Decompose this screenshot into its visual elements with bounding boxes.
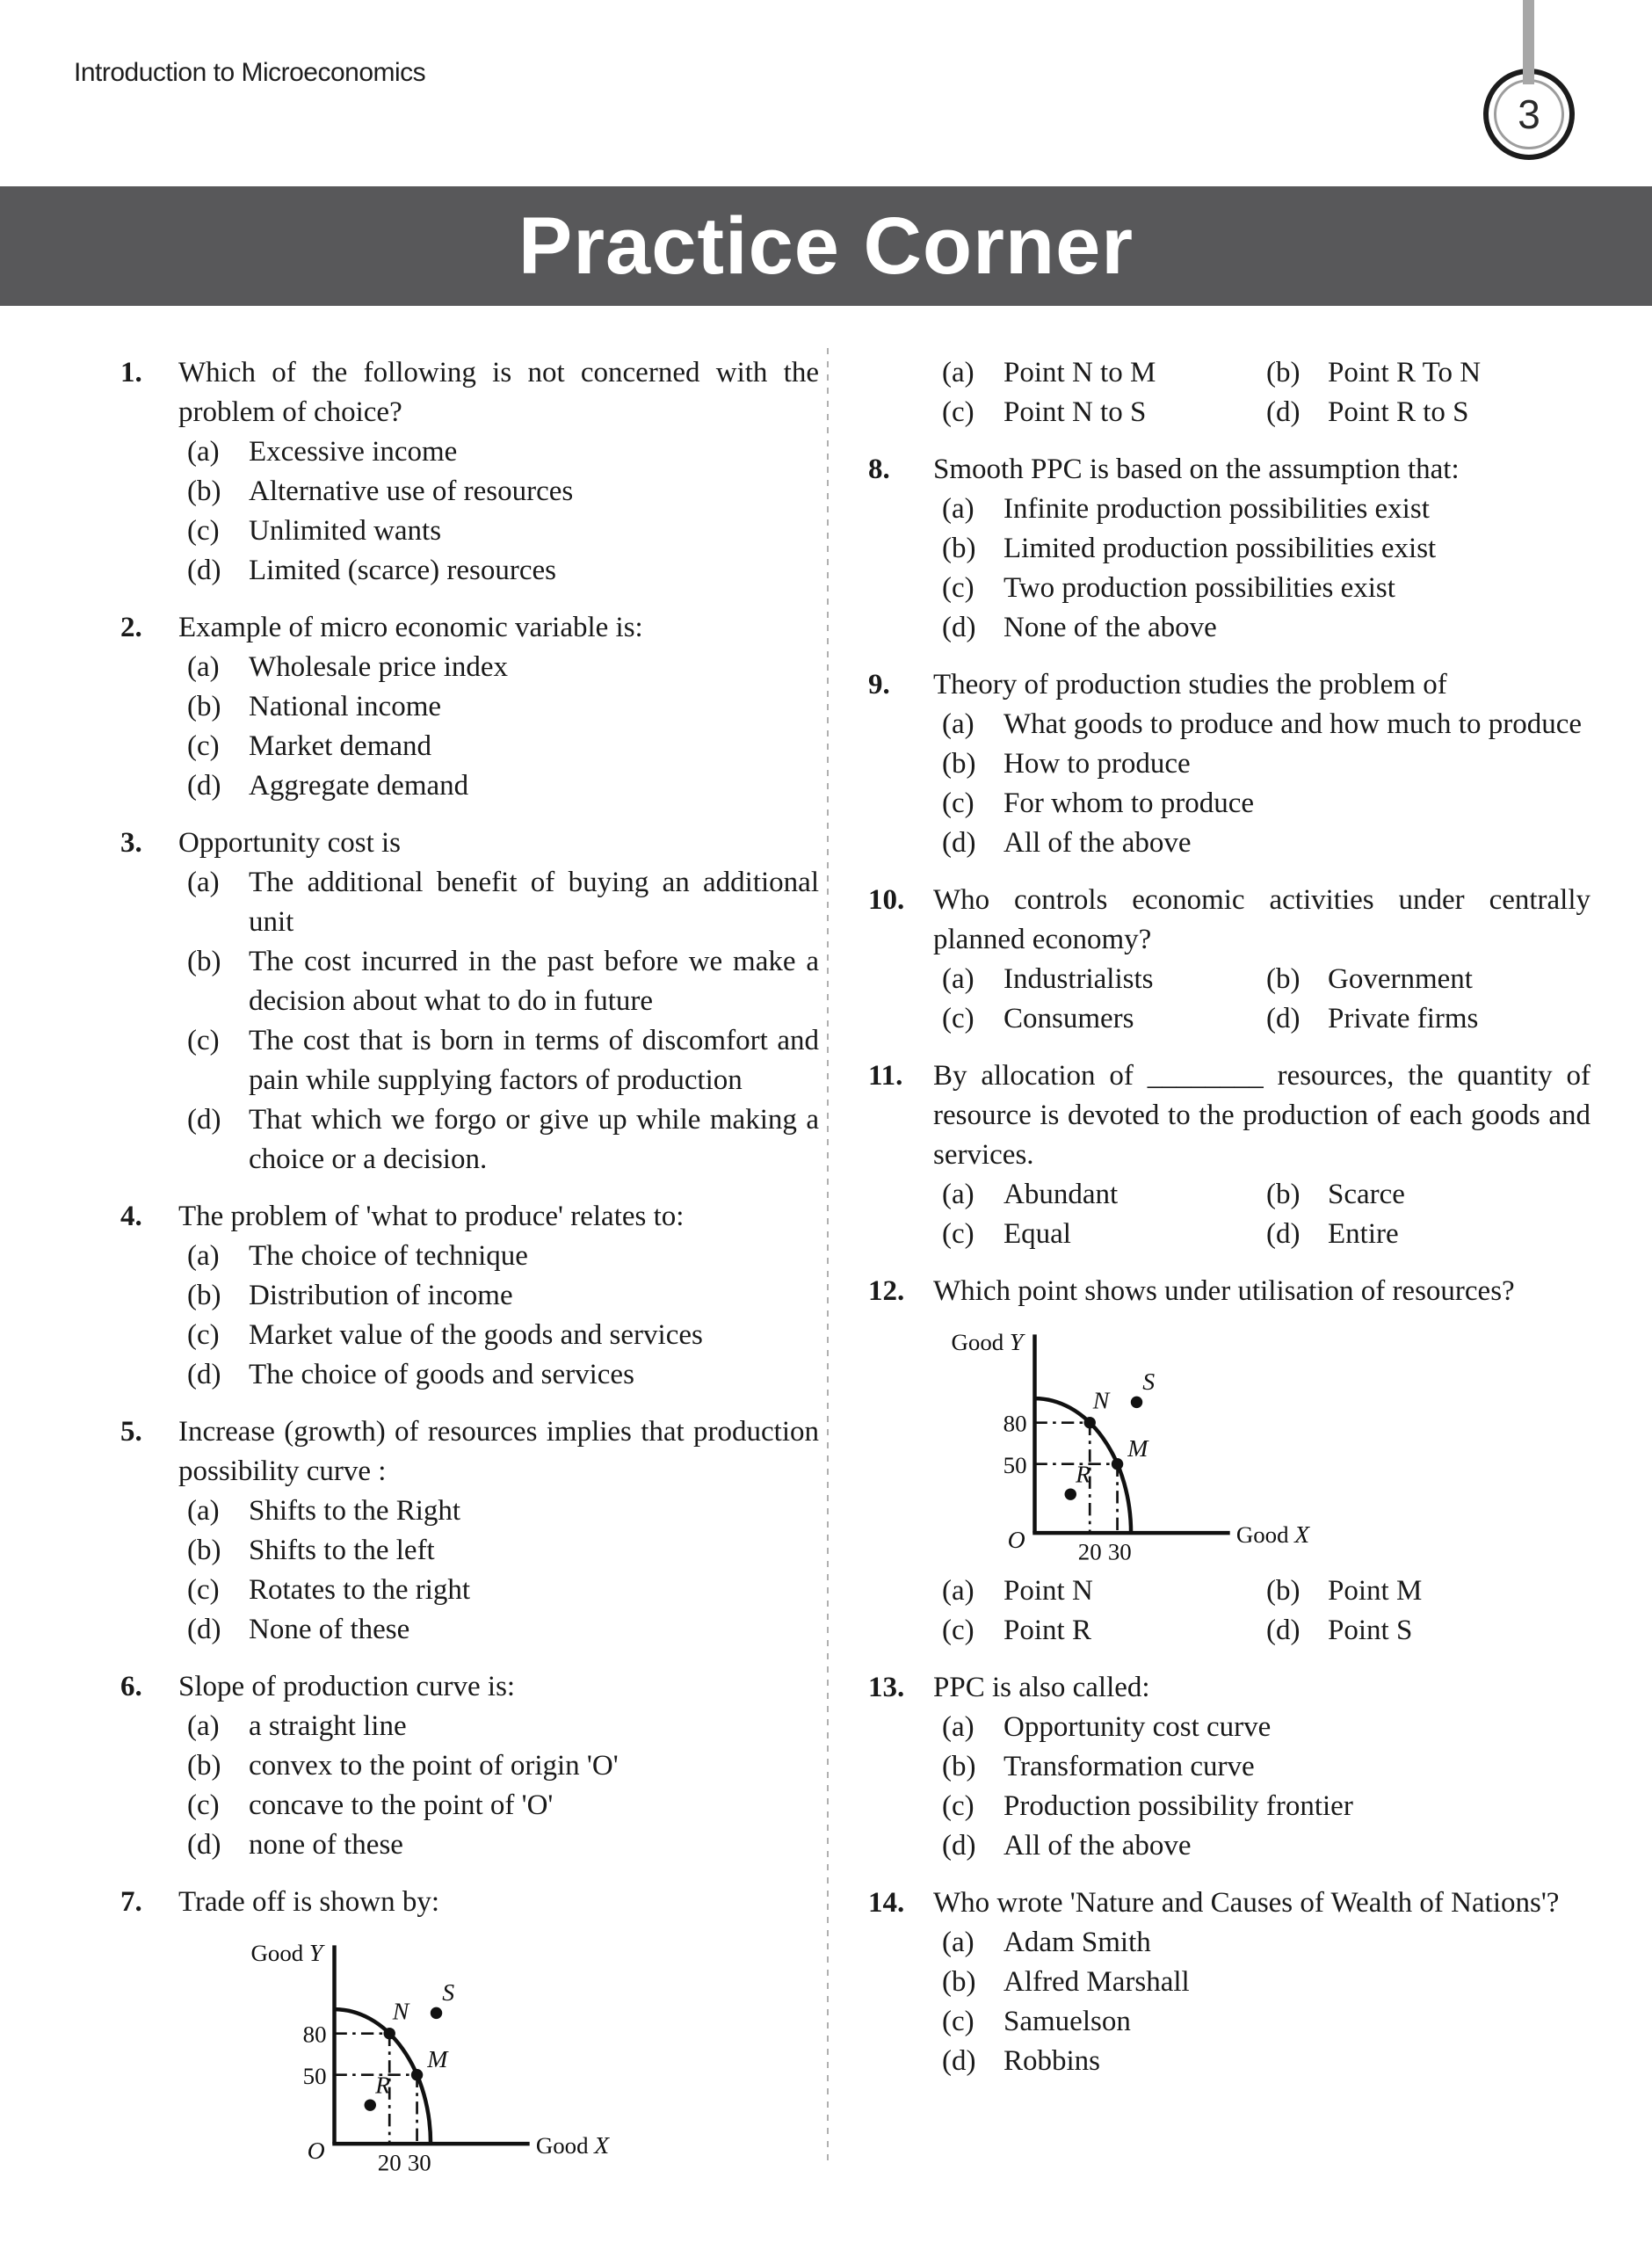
option (942, 1747, 1590, 1787)
option (942, 1963, 1590, 2002)
option-text: All of the above (1004, 1829, 1192, 1862)
option (942, 1215, 1266, 1254)
option-label: (d) (187, 1614, 221, 1645)
option-text: convex to the point of origin 'O' (249, 1750, 619, 1782)
option-label: (b) (187, 475, 221, 507)
question-block (868, 1272, 1590, 1651)
option (187, 1355, 819, 1395)
option-text: Robbins (1004, 2044, 1101, 2077)
option-label: (a) (942, 708, 975, 740)
options (942, 960, 1590, 1039)
y-axis-title: Good (250, 1940, 304, 1967)
question-block (120, 1883, 819, 2182)
option-label: (c) (942, 1614, 975, 1646)
question-text: By allocation of ________ resources, the quantity of resource is devoted to the production of each goods and services. (933, 1060, 1590, 1171)
question-number: 14. (868, 1886, 905, 1919)
option-label: (b) (942, 748, 976, 780)
option-label: (a) (942, 963, 975, 995)
option-label: (b) (942, 533, 976, 564)
option-label: (a) (187, 867, 220, 898)
options (187, 863, 819, 1179)
option-label: (b) (187, 946, 221, 977)
option-label: (d) (942, 2044, 976, 2077)
option-label: (b) (187, 1280, 221, 1311)
option-text: Alfred Marshall (1004, 1965, 1190, 1998)
option-text: Two production possibilities exist (1004, 572, 1395, 604)
option-text: a straight line (249, 1710, 407, 1742)
option (942, 608, 1590, 648)
question-number: 11. (868, 1060, 903, 1092)
option-text: Adam Smith (1004, 1926, 1151, 1958)
option-text: Market value of the goods and services (249, 1319, 703, 1351)
option (1266, 999, 1590, 1039)
y-axis-var: Y (308, 1940, 323, 1968)
option-text: Point N to M (1004, 357, 1156, 388)
option (187, 1237, 819, 1276)
point-m (1112, 1458, 1123, 1470)
question-text: Example of micro economic variable is: (178, 612, 643, 643)
option-text: Point N to S (1004, 396, 1147, 428)
option-text: The cost that is born in terms of discomfort and pain while supplying factors of production (249, 1025, 819, 1096)
ppc-graph (240, 1933, 819, 2177)
y-tick-80: 80 (1003, 1410, 1027, 1437)
option-text: Distribution of income (249, 1280, 513, 1311)
option-text: Scarce (1328, 1179, 1405, 1210)
question-block (868, 353, 1590, 432)
option-label: (a) (942, 1926, 975, 1958)
option (942, 569, 1590, 608)
option-text: Unlimited wants (249, 515, 442, 547)
option (187, 1746, 819, 1786)
option-text: Shifts to the left (249, 1535, 435, 1566)
x-axis-var: X (594, 2131, 610, 2159)
option-text: The cost incurred in the past before we make a decision about what to do in future (249, 946, 819, 1017)
option-label: (d) (1266, 1218, 1301, 1250)
question-block (120, 353, 819, 591)
origin-label: O (1007, 1527, 1025, 1555)
question-number: 6. (120, 1671, 142, 1702)
option (942, 1923, 1590, 1963)
question-number: 1. (120, 357, 142, 388)
point-r-label: R (375, 2072, 391, 2100)
option (187, 1100, 819, 1179)
question-block (120, 1412, 819, 1650)
question-block (868, 881, 1590, 1039)
option-text: none of these (249, 1829, 403, 1861)
left-column (120, 353, 819, 2200)
option-label: (d) (1266, 1614, 1301, 1646)
x-tick-30: 30 (407, 2149, 431, 2176)
x-axis-title: Good (535, 2131, 589, 2159)
right-column (868, 353, 1590, 2099)
question-number: 13. (868, 1671, 905, 1703)
option-text: Aggregate demand (249, 770, 469, 802)
option-label: (c) (942, 1218, 975, 1250)
option (942, 393, 1266, 432)
option-text: Government (1328, 963, 1473, 995)
question-number: 10. (868, 884, 905, 916)
question-block (120, 824, 819, 1179)
question-number: 4. (120, 1201, 142, 1232)
option-text: The choice of technique (249, 1240, 528, 1272)
option (1266, 353, 1590, 393)
option (1266, 1215, 1590, 1254)
column-divider (827, 348, 829, 2164)
option (187, 1610, 819, 1650)
point-r (1065, 1488, 1076, 1499)
options (187, 1492, 819, 1650)
options (187, 648, 819, 806)
question-block (868, 1668, 1590, 1866)
options (942, 490, 1590, 648)
options (942, 1571, 1590, 1651)
option (942, 490, 1590, 529)
option (942, 744, 1590, 784)
option (942, 1826, 1590, 1866)
options (942, 705, 1590, 863)
question-number: 2. (120, 612, 142, 643)
y-tick-50: 50 (1003, 1451, 1027, 1478)
option (187, 432, 819, 472)
option-text: Market demand (249, 730, 432, 762)
option-label: (b) (187, 1535, 221, 1566)
point-r (365, 2099, 376, 2110)
option (187, 863, 819, 942)
option-label: (c) (187, 1574, 220, 1606)
point-r-label: R (1076, 1461, 1091, 1489)
options (187, 1707, 819, 1865)
options (942, 1175, 1590, 1254)
option-label: (b) (1266, 963, 1301, 995)
point-n-label: N (392, 1998, 409, 2026)
option-label: (c) (187, 1789, 220, 1821)
option (942, 529, 1590, 569)
option (942, 1175, 1266, 1215)
option-text: Private firms (1328, 1003, 1479, 1034)
option-label: (a) (942, 493, 975, 525)
option-label: (c) (942, 396, 975, 428)
x-axis-var: X (1294, 1521, 1310, 1549)
question-text: Opportunity cost is (178, 827, 401, 859)
option (187, 1571, 819, 1610)
option (942, 824, 1590, 863)
question-text: Smooth PPC is based on the assumption that: (933, 454, 1460, 485)
option-text: None of these (249, 1614, 410, 1645)
options (942, 353, 1590, 432)
option-label: (b) (1266, 1574, 1301, 1607)
question-block (868, 665, 1590, 863)
question-number: 9. (868, 669, 890, 700)
option (187, 1707, 819, 1746)
option-label: (c) (942, 1003, 975, 1034)
option (942, 1611, 1266, 1651)
question-text: Slope of production curve is: (178, 1671, 516, 1702)
option (942, 1787, 1590, 1826)
option-text: None of the above (1004, 612, 1217, 643)
option-text: The choice of goods and services (249, 1359, 634, 1390)
point-s (431, 2007, 442, 2019)
option-label: (d) (187, 1104, 221, 1136)
ppc-chart (940, 1322, 1318, 1566)
option-label: (a) (942, 1710, 975, 1743)
question-text: PPC is also called: (933, 1671, 1150, 1703)
option-label: (a) (187, 651, 220, 683)
option (1266, 960, 1590, 999)
x-tick-30: 30 (1107, 1538, 1132, 1565)
option-text: National income (249, 691, 442, 722)
option (1266, 1571, 1590, 1611)
question-number: 12. (868, 1275, 905, 1307)
option-text: Rotates to the right (249, 1574, 471, 1606)
question-number: 7. (120, 1886, 142, 1918)
question-block (120, 1667, 819, 1865)
option-label: (d) (942, 612, 976, 643)
origin-label: O (307, 2138, 325, 2166)
option (942, 999, 1266, 1039)
question-text: Who wrote 'Nature and Causes of Wealth of Nations'? (933, 1886, 1560, 1919)
question-block (868, 1056, 1590, 1254)
x-tick-20: 20 (1077, 1538, 1102, 1565)
option (942, 2042, 1590, 2081)
option (187, 1021, 819, 1100)
option (942, 705, 1590, 744)
option-text: Abundant (1004, 1179, 1119, 1210)
option-text: Transformation curve (1004, 1750, 1255, 1782)
option (187, 1825, 819, 1865)
option-text: Samuelson (1004, 2005, 1131, 2037)
option-text: How to produce (1004, 748, 1191, 780)
option (187, 1786, 819, 1825)
option-text: concave to the point of 'O' (249, 1789, 554, 1821)
option-label: (d) (1266, 396, 1301, 428)
option-text: Opportunity cost curve (1004, 1710, 1272, 1743)
option-text: Wholesale price index (249, 651, 509, 683)
option (187, 1276, 819, 1316)
option-text: Point R (1004, 1614, 1091, 1646)
question-block (120, 1197, 819, 1395)
option-label: (c) (942, 1789, 975, 1822)
option (187, 472, 819, 512)
question-number: 5. (120, 1416, 142, 1448)
point-s-label: S (442, 1979, 455, 2007)
option-label: (b) (187, 1750, 221, 1782)
option-label: (c) (187, 1025, 220, 1056)
option (1266, 1611, 1590, 1651)
option-text: Point R to S (1328, 396, 1469, 428)
question-text: Increase (growth) of resources implies that production possibility curve : (178, 1416, 819, 1487)
option (187, 727, 819, 766)
options (942, 1708, 1590, 1866)
option-text: For whom to produce (1004, 788, 1255, 819)
question-block (120, 608, 819, 806)
option-label: (c) (187, 1319, 220, 1351)
option-text: Alternative use of resources (249, 475, 574, 507)
option-label: (a) (187, 1240, 220, 1272)
option (942, 960, 1266, 999)
option-label: (d) (187, 770, 221, 802)
option-text: Entire (1328, 1218, 1399, 1250)
question-block (868, 1883, 1590, 2081)
option-text: Limited production possibilities exist (1004, 533, 1437, 564)
option-label: (d) (942, 827, 976, 859)
option-label: (b) (1266, 1179, 1301, 1210)
option-label: (c) (187, 730, 220, 762)
option-label: (d) (187, 1359, 221, 1390)
x-tick-20: 20 (377, 2149, 402, 2176)
option-label: (b) (942, 1965, 976, 1998)
option-label: (a) (187, 1495, 220, 1527)
options (942, 1923, 1590, 2081)
y-tick-80: 80 (302, 2021, 327, 2048)
option (187, 648, 819, 687)
option-text: Point R To N (1328, 357, 1482, 388)
question-text: Trade off is shown by: (178, 1886, 440, 1918)
question-number: 3. (120, 827, 142, 859)
option-label: (d) (187, 1829, 221, 1861)
ppc-chart (240, 1933, 618, 2177)
option (942, 784, 1590, 824)
point-s-label: S (1142, 1368, 1156, 1397)
option-label: (c) (942, 788, 975, 819)
banner-title: Practice Corner (518, 200, 1134, 291)
option (187, 942, 819, 1021)
option-label: (a) (942, 357, 975, 388)
question-block (868, 450, 1590, 648)
chapter-title: Introduction to Microeconomics (74, 58, 426, 87)
option-label: (b) (1266, 357, 1301, 388)
option-text: Excessive income (249, 436, 458, 468)
option-text: Equal (1004, 1218, 1071, 1250)
option-text: All of the above (1004, 827, 1192, 859)
page-number: 3 (1494, 79, 1564, 149)
option (187, 1316, 819, 1355)
option-label: (d) (942, 1829, 976, 1862)
option-label: (d) (187, 555, 221, 586)
option-text: Consumers (1004, 1003, 1134, 1034)
option-text: Point S (1328, 1614, 1413, 1646)
y-tick-50: 50 (302, 2062, 327, 2089)
question-number (868, 353, 933, 432)
option-text: What goods to produce and how much to produce (1004, 708, 1583, 740)
option-label: (d) (1266, 1003, 1301, 1034)
point-n (383, 2028, 395, 2039)
point-m-label: M (427, 2046, 448, 2074)
x-axis-title: Good (1235, 1521, 1289, 1548)
option-text: Industrialists (1004, 963, 1154, 995)
ppc-graph (940, 1322, 1590, 1566)
option (942, 1708, 1590, 1747)
question-text: Who controls economic activities under centrally planned economy? (933, 884, 1590, 955)
option (187, 687, 819, 727)
practice-corner-banner (0, 186, 1652, 306)
point-n (1083, 1417, 1095, 1428)
point-n-label: N (1092, 1387, 1110, 1415)
option-label: (a) (942, 1574, 975, 1607)
y-axis-var: Y (1009, 1329, 1024, 1357)
y-axis-title: Good (951, 1329, 1004, 1356)
option-text: The additional benefit of buying an additional unit (249, 867, 819, 938)
question-text: Theory of production studies the problem of (933, 669, 1447, 700)
option-text: Infinite production possibilities exist (1004, 493, 1430, 525)
option-label: (a) (187, 1710, 220, 1742)
point-s (1131, 1397, 1142, 1408)
option-text: Point M (1328, 1574, 1423, 1607)
option-text: That which we forgo or give up while making a choice or a decision. (249, 1104, 819, 1175)
option (1266, 393, 1590, 432)
option-text: Shifts to the Right (249, 1495, 461, 1527)
option-label: (c) (187, 515, 220, 547)
badge-bar (1523, 0, 1534, 84)
option-label: (b) (187, 691, 221, 722)
option-label: (a) (187, 436, 220, 468)
option-label: (c) (942, 2005, 975, 2037)
option-label: (c) (942, 572, 975, 604)
option (942, 1571, 1266, 1611)
point-m (411, 2069, 423, 2080)
option-label: (a) (942, 1179, 975, 1210)
option (187, 1492, 819, 1531)
option (187, 551, 819, 591)
question-number: 8. (868, 454, 890, 485)
option (942, 2002, 1590, 2042)
option (942, 353, 1266, 393)
options (187, 432, 819, 591)
options (187, 1237, 819, 1395)
option (187, 512, 819, 551)
option-text: Point N (1004, 1574, 1093, 1607)
option-text: Limited (scarce) resources (249, 555, 556, 586)
option (187, 1531, 819, 1571)
question-text: Which of the following is not concerned with the problem of choice? (178, 357, 819, 428)
question-text: Which point shows under utilisation of resources? (933, 1275, 1515, 1307)
option-text: Production possibility frontier (1004, 1789, 1353, 1822)
option (1266, 1175, 1590, 1215)
question-text: The problem of 'what to produce' relates to: (178, 1201, 685, 1232)
option-label: (b) (942, 1750, 976, 1782)
option (187, 766, 819, 806)
point-m-label: M (1127, 1435, 1148, 1463)
